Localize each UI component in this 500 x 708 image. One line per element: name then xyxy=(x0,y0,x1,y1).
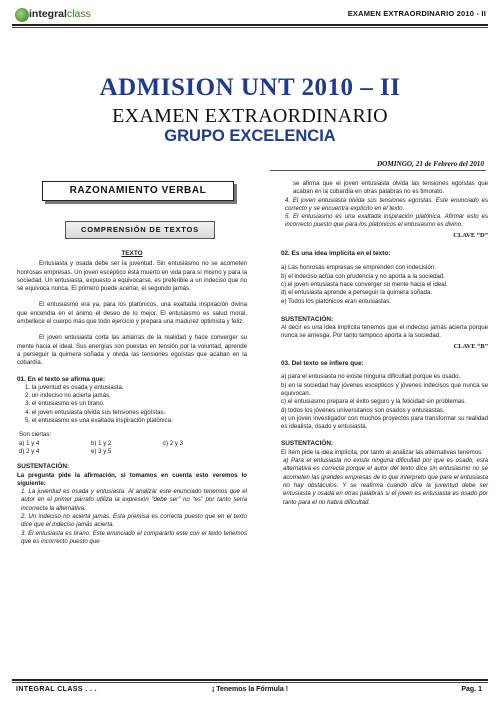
passage-paragraph-2: El entusiasmo era ya, para los platónicos, una exaltada inspiración divina que encendía en el ánimo el deseo de lo mejor. El entusiasmo es salud moral, embellece el cuerpo más que todo ejercicio y prepara una madurez optimista y feliz. xyxy=(17,301,247,326)
answer-key-1: CLAVE “D” xyxy=(453,231,488,239)
q02-option: d) el entusiasta aprende a perseguir la quimera soñada. xyxy=(281,289,433,297)
answer-choice: e) 3 y 5 xyxy=(91,447,112,455)
question-01: 01. En el texto se afirma que: xyxy=(17,375,106,383)
sustentacion-label: SUSTENTACIÓN: xyxy=(17,463,70,471)
section-heading: RAZONAMIENTO VERBAL xyxy=(42,181,234,201)
date-rule xyxy=(270,170,486,171)
q02-option: a) Las honrosas empresas se emprenden con indecisión. xyxy=(281,264,436,272)
passage-paragraph-3: El joven entusiasta corta las amarras de la realidad y hace converger su mente hacia el ideal. Sus energías son puestas en tensión por la voluntad, aprende a perseguir la quimera soñada y olvida las tensiones egoístas que acaban en la cobardía. xyxy=(17,334,247,367)
exam-date: DOMINGO, 21 de Febrero del 2010 xyxy=(376,160,484,168)
exam-header-label: EXAMEN EXTRAORDINARIO 2010 - II xyxy=(347,9,486,18)
answer-key-2: CLAVE “B” xyxy=(453,342,488,350)
q01-option: 1. la juventud es osada y entusiasta. xyxy=(25,383,124,391)
sustentacion-2-label: SUSTENTACIÓN: xyxy=(281,315,334,323)
question-03: 03. Del texto se infiere que: xyxy=(281,360,364,368)
footer-slogan: ¡ Tenemos la Fórmula ! xyxy=(211,686,289,693)
q01-option: 5. el entusiasmo es una exaltada inspiración platónica. xyxy=(25,417,173,425)
sustentacion-3-item: a) Para el entusiasta no existe ninguna dificultad por que es osado, esta alternativa es correcta porque el autor del texto dice sin entusiasmo no se acometen las grandes empresas de lo que interpreto que para el entusiasta no hay obstáculos. Y se reafirma cuando dice la juventud debe ser entusiasta y osada en otras palabras si el joven es entusiasta es osado por tanto para el no habrá dificultad. xyxy=(283,457,488,506)
q01-option: 3. el entusiasmo es un tirano. xyxy=(25,400,105,408)
answer-choice: b) 1 y 2 xyxy=(91,439,112,447)
question-01-options xyxy=(17,384,247,425)
right-column xyxy=(281,180,488,507)
header-rule-thin xyxy=(12,27,488,28)
q03-option: d) todos los jóvenes universitarios son osados y entusiastas. xyxy=(281,406,445,414)
logo-main-text: integral xyxy=(29,8,67,20)
group-title: GRUPO EXCELENCIA xyxy=(164,127,336,145)
true-statements-label: Son ciertas: xyxy=(19,431,52,439)
answer-choice: c) 2 y 3 xyxy=(163,439,183,447)
q03-option: c) el entusiasmo prepara el éxito seguro y la felicidad sin problemas. xyxy=(281,398,466,406)
reading-passage xyxy=(17,250,247,546)
answer-choice: d) 2 y 4 xyxy=(19,447,40,455)
exam-type-title: EXAMEN EXTRAORDINARIO xyxy=(112,105,388,127)
sustentacion-intro: La pregunta pide la afirmación, si tomamos en cuenta esto veremos lo siguiente: xyxy=(17,471,247,487)
footer-rule-thin xyxy=(12,682,488,683)
sustentacion-2-text: Al decir es una idea implícita tenemos que el indeciso jamás acierta porque nunca se arriesga. Por tanto tampoco aporta a la sociedad. xyxy=(281,324,488,340)
sustentacion-item: 1. La juventud es osada y entusiasta. Al analizar este enunciado tenemos que el autor en el primer párrafo utiliza la expresión “debe ser” no “es” por tanto sería incorrecta la alternativa. xyxy=(21,488,247,512)
q02-option: c) el joven entusiasta hace converger su mente hacia el ideal. xyxy=(281,280,448,288)
header-rule xyxy=(12,24,488,26)
sustentacion-3-label: SUSTENTACIÓN: xyxy=(281,440,334,448)
answer-choice: a) 1 y 4 xyxy=(19,439,40,447)
brand-logo xyxy=(15,8,125,24)
answer-row-1 xyxy=(17,440,247,448)
footer-rule xyxy=(12,679,488,681)
q03-option: a) para el entusiasta no existe ninguna dificultad porque es osado. xyxy=(281,373,461,381)
continued-item: 4. El joven entusiasta olvida sus tensiones egoístas. Este enunciado es correcto y se encuentra explícito en el texto. xyxy=(285,196,488,212)
sustentacion-items xyxy=(17,488,247,546)
question-03-options xyxy=(281,373,488,431)
q01-option: 4. el joven entusiasta olvida sus tensiones egoístas. xyxy=(25,408,166,416)
continued-item: 5. El entusiasmo es una exaltada inspiración platónica. Afirmar esto es incorrecto puesto que para los platónicos el entusiasmo es divino. xyxy=(285,213,488,229)
passage-paragraph-1: Entusiasta y osada debe ser la juventud. Sin entusiasmo no se acometen honrosas empresas. Un joven escéptico está muerto en vida para sí mismo y para la sociedad. Un entusiasta, expuesto a equivocarse, es preferible a un indeciso que no se equivoca nunca. El primero puede acertar, el segundo jamás. xyxy=(17,260,247,293)
q02-option: e) Todos los platónicos eran entusiastas. xyxy=(281,297,391,305)
sustentacion-3-intro: El ítem pide la idea implícita, por tanto al analizar las alternativas tenemos: xyxy=(281,448,483,456)
main-title: ADMISION UNT 2010 – II xyxy=(99,74,401,101)
question-02-options xyxy=(281,264,488,305)
q03-option: b) en la sociedad hay jóvenes escépticos y jóvenes indecisos que nunca se equivocan. xyxy=(281,381,488,397)
continued-text: se afirma que el joven entusiasta olvida las tensiones egoístas que acaban en la cobardía en otras palabras no es timorato. xyxy=(293,180,488,196)
footer-brand: INTEGRAL CLASS . . . xyxy=(16,686,97,693)
q03-option: e) un joven investigador con muchos proyectos para transformar su realidad es idealista, osado y entusiasta. xyxy=(281,414,488,431)
logo-globe-icon xyxy=(15,8,29,22)
answer-row-2 xyxy=(17,448,247,456)
q01-option: 2. un indeciso no acierta jamás. xyxy=(25,392,111,400)
sustentacion-item: 3. El entusiasta es tirano. Este enunciado el compararlo este con el texto tenemos que es incorrecto puesto que xyxy=(21,529,247,545)
text-label: TEXTO xyxy=(121,250,143,257)
page-number: Pag. 1 xyxy=(461,686,482,693)
question-02: 02. Es una idea implícita en el texto: xyxy=(281,250,391,258)
subsection-heading: COMPRENSIÓN DE TEXTOS xyxy=(65,221,215,239)
q02-option: b) el indeciso actúa con prudencia y no aporta a la sociedad. xyxy=(281,272,445,280)
logo-suffix-text: class xyxy=(66,8,91,20)
sustentacion-item: 2. Un indeciso no acierta jamás. Esta premisa es correcta puesto que en el texto dice que el indeciso jamás acierta. xyxy=(21,513,247,529)
